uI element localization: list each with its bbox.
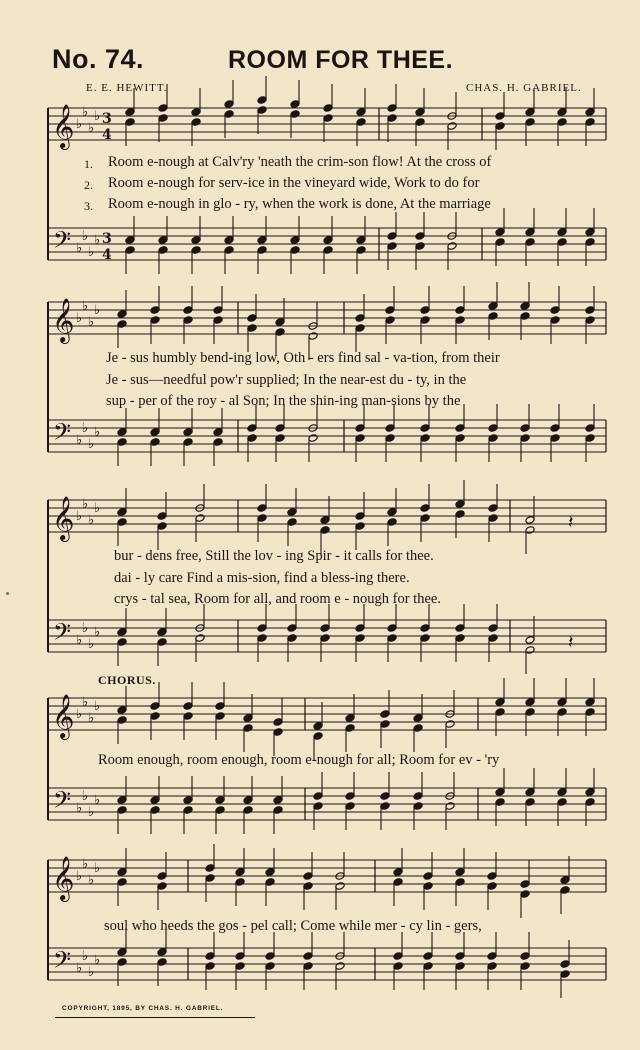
- time-signature: 4: [102, 247, 112, 263]
- treble-clef: 𝄞: [52, 694, 75, 738]
- flat-sign: ♭: [94, 501, 101, 516]
- lyric-line: soul who heeds the gos - pel call; Come while mer - cy lin - gers,: [104, 918, 482, 934]
- flat-sign: ♭: [94, 793, 101, 808]
- flat-sign: ♭: [82, 621, 89, 636]
- flat-sign: ♭: [82, 229, 89, 244]
- time-signature: 3: [102, 231, 112, 247]
- flat-sign: ♭: [94, 861, 101, 876]
- quarter-rest: 𝄽: [568, 512, 574, 533]
- flat-sign: ♭: [88, 873, 95, 888]
- verse-number: 1.: [84, 157, 93, 171]
- flat-sign: ♭: [94, 233, 101, 248]
- paper-speck: [6, 592, 9, 595]
- treble-clef: 𝄞: [52, 496, 75, 540]
- flat-sign: ♭: [76, 433, 83, 448]
- flat-sign: ♭: [94, 303, 101, 318]
- flat-sign: ♭: [76, 241, 83, 256]
- flat-sign: ♭: [88, 121, 95, 136]
- flat-sign: ♭: [88, 513, 95, 528]
- bass-clef: 𝄢: [53, 418, 72, 451]
- flat-sign: ♭: [94, 425, 101, 440]
- flat-sign: ♭: [76, 117, 83, 132]
- hymn-number: No. 74.: [52, 44, 145, 74]
- lyric-line: Je - sus—needful pow'r supplied; In the near-est du - ty, in the: [106, 372, 467, 388]
- lyric-line: Room e-nough for serv-ice in the vineyard wide, Work to do for: [108, 175, 480, 191]
- lyric-line: Room e-nough in glo - ry, when the work is done, At the marriage: [108, 196, 491, 212]
- lyric-line: Room enough, room enough, room e-nough for all; Room for ev - 'ry: [98, 752, 500, 768]
- lyric-line: crys - tal sea, Room for all, and room e - nough for thee.: [114, 591, 441, 607]
- verse-number: 3.: [84, 199, 93, 213]
- flat-sign: ♭: [94, 953, 101, 968]
- flat-sign: ♭: [82, 789, 89, 804]
- flat-sign: ♭: [88, 805, 95, 820]
- lyricist-credit: E. E. HEWITT.: [86, 82, 168, 94]
- lyric-line: Je - sus humbly bend-ing low, Oth - ers find sal - va-tion, from their: [106, 350, 500, 366]
- flat-sign: ♭: [82, 421, 89, 436]
- flat-sign: ♭: [94, 625, 101, 640]
- flat-sign: ♭: [76, 869, 83, 884]
- flat-sign: ♭: [76, 801, 83, 816]
- flat-sign: ♭: [82, 949, 89, 964]
- copyright-notice: COPYRIGHT, 1895, BY CHAS. H. GABRIEL.: [62, 1005, 224, 1012]
- bass-clef: 𝄢: [53, 618, 72, 651]
- chorus-label: CHORUS.: [98, 673, 156, 687]
- flat-sign: ♭: [88, 315, 95, 330]
- flat-sign: ♭: [82, 857, 89, 872]
- time-signature: 4: [102, 127, 112, 143]
- copyright-rule: [55, 1017, 255, 1018]
- flat-sign: ♭: [76, 707, 83, 722]
- verse-number: 2.: [84, 178, 93, 192]
- flat-sign: ♭: [88, 437, 95, 452]
- flat-sign: ♭: [82, 695, 89, 710]
- flat-sign: ♭: [88, 245, 95, 260]
- treble-clef: 𝄞: [52, 104, 75, 148]
- flat-sign: ♭: [94, 109, 101, 124]
- composer-credit: CHAS. H. GABRIEL.: [466, 82, 582, 94]
- treble-clef: 𝄞: [52, 856, 75, 900]
- bass-clef: 𝄢: [53, 226, 72, 259]
- quarter-rest: 𝄽: [568, 632, 574, 653]
- lyric-line: bur - dens free, Still the lov - ing Spir - it calls for thee.: [114, 548, 434, 564]
- flat-sign: ♭: [94, 699, 101, 714]
- lyric-line: Room e-nough at Calv'ry 'neath the crim-son flow! At the cross of: [108, 154, 492, 170]
- flat-sign: ♭: [82, 497, 89, 512]
- bass-clef: 𝄢: [53, 946, 72, 979]
- bass-clef: 𝄢: [53, 786, 72, 819]
- flat-sign: ♭: [76, 633, 83, 648]
- lyric-line: sup - per of the roy - al Son; In the shin-ing man-sions by the: [106, 393, 461, 409]
- lyric-line: dai - ly care Find a mis-sion, find a bless-ing there.: [114, 570, 410, 586]
- flat-sign: ♭: [82, 105, 89, 120]
- flat-sign: ♭: [88, 965, 95, 980]
- flat-sign: ♭: [76, 311, 83, 326]
- flat-sign: ♭: [88, 637, 95, 652]
- flat-sign: ♭: [76, 509, 83, 524]
- time-signature: 3: [102, 111, 112, 127]
- flat-sign: ♭: [82, 299, 89, 314]
- flat-sign: ♭: [88, 711, 95, 726]
- treble-clef: 𝄞: [52, 298, 75, 342]
- hymn-title: ROOM FOR THEE.: [228, 46, 454, 74]
- flat-sign: ♭: [76, 961, 83, 976]
